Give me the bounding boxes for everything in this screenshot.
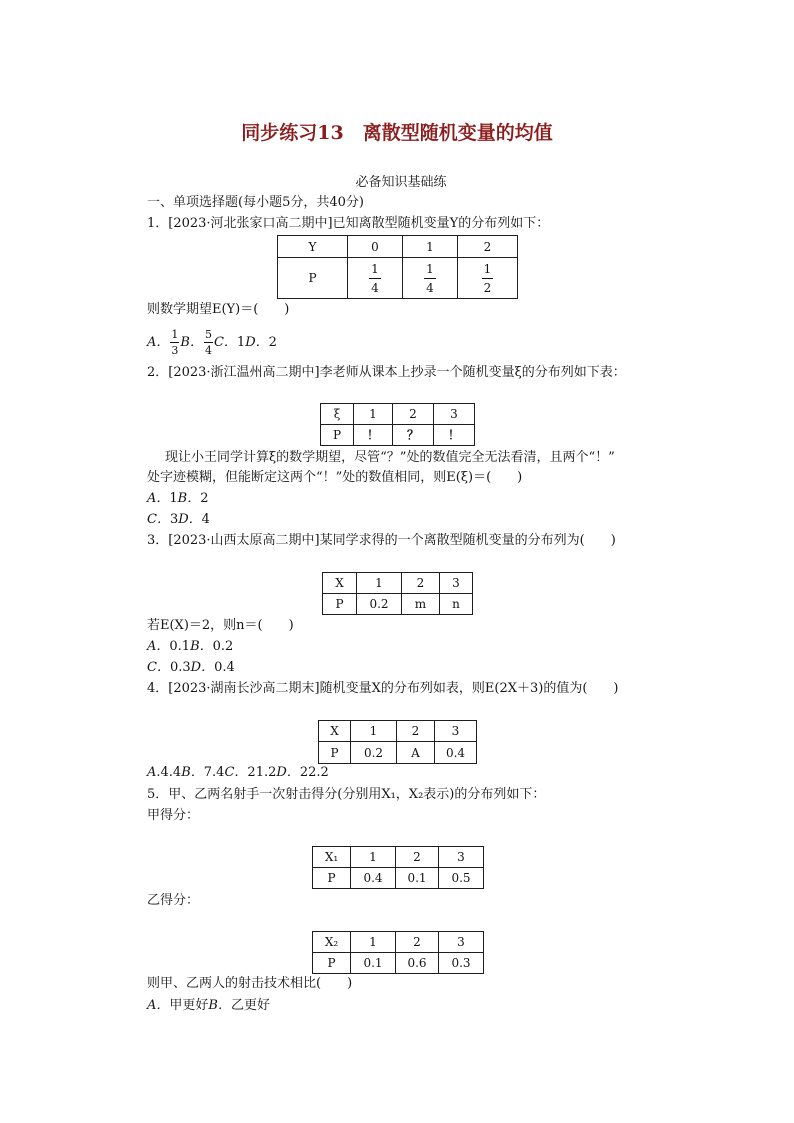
table-cell: ξ bbox=[321, 404, 354, 425]
option-value: 0.4 bbox=[214, 660, 235, 675]
fraction bbox=[170, 329, 179, 356]
table-cell: n bbox=[440, 594, 473, 615]
table-cell: 1 bbox=[351, 721, 397, 742]
q1-distribution-table bbox=[277, 235, 518, 299]
option-value: 0.2 bbox=[212, 639, 234, 654]
table-cell: A bbox=[397, 742, 435, 764]
q3-condition: 若E(X)＝2，则n＝( ) bbox=[147, 618, 294, 633]
option-value: 4 bbox=[201, 512, 210, 527]
q3-stem: 3．[2023·山西太原高二期中]某同学求得的一个离散型随机变量的分布列为( ) bbox=[147, 533, 616, 548]
denominator: 2 bbox=[483, 280, 492, 295]
q4-options bbox=[147, 765, 329, 781]
numerator: 1 bbox=[171, 328, 179, 341]
table-cell: P bbox=[319, 742, 351, 764]
table-cell: 1 bbox=[351, 932, 396, 953]
table-cell: P bbox=[321, 425, 354, 446]
numerator: 1 bbox=[369, 263, 381, 279]
numerator: 5 bbox=[204, 328, 212, 341]
table-cell: ？ bbox=[393, 425, 434, 446]
table-cell: 2 bbox=[402, 573, 440, 594]
table-cell: 2 bbox=[397, 721, 435, 742]
table-cell: 3 bbox=[439, 932, 484, 953]
q5-stem: 5．甲、乙两名射手一次射击得分(分别用X₁，X₂表示)的分布列如下： bbox=[147, 787, 546, 802]
option-b: B． $\frac{5}{4}$ bbox=[180, 328, 212, 357]
option-a: A.4.4 bbox=[147, 765, 182, 780]
table-cell: 3 bbox=[435, 721, 477, 742]
table-cell: 0.2 bbox=[357, 594, 402, 615]
q2-distribution-table bbox=[320, 403, 475, 446]
q5-jia-table bbox=[312, 846, 484, 889]
option-value: 0.3 bbox=[169, 660, 191, 675]
fraction bbox=[424, 263, 436, 294]
q5-options bbox=[147, 998, 270, 1014]
section-title: 必备知识基础练 bbox=[355, 175, 447, 190]
denominator: 4 bbox=[426, 280, 434, 295]
option-value: 1 bbox=[236, 335, 246, 350]
table-cell: 0.3 bbox=[439, 953, 484, 974]
table-cell: 0.5 bbox=[439, 868, 484, 889]
option-value: 21.2 bbox=[247, 765, 277, 780]
table-cell bbox=[348, 258, 403, 299]
option-c: C．1 bbox=[213, 335, 246, 350]
q5-yi-label: 乙得分： bbox=[147, 893, 200, 908]
q2-options-row2 bbox=[147, 512, 210, 528]
q4-distribution-table bbox=[318, 720, 477, 764]
option-a: A． $\frac{1}{3}$ bbox=[147, 328, 179, 357]
option-value: 1 bbox=[169, 491, 178, 506]
option-value: 乙更好 bbox=[230, 998, 270, 1013]
option-value: 0.1 bbox=[169, 639, 191, 654]
option-value: 7.4 bbox=[203, 765, 225, 780]
table-cell: 1 bbox=[403, 236, 458, 258]
table-cell: 2 bbox=[396, 932, 439, 953]
option-b: B．0.2 bbox=[190, 639, 234, 654]
table-cell: 3 bbox=[440, 573, 473, 594]
table-cell: P bbox=[313, 868, 351, 889]
option-c: C．3 bbox=[147, 512, 179, 527]
option-d: D．4 bbox=[178, 512, 210, 527]
option-b: B．乙更好 bbox=[208, 998, 270, 1013]
table-cell: 1 bbox=[357, 573, 402, 594]
option-value: 22.2 bbox=[299, 765, 329, 780]
option-value: 4.4 bbox=[160, 765, 182, 780]
option-d: D．2 bbox=[245, 335, 277, 350]
option-b: B．7.4 bbox=[181, 765, 225, 780]
option-a: A．0.1 bbox=[147, 639, 191, 654]
table-cell bbox=[458, 258, 518, 299]
numerator: 1 bbox=[482, 263, 494, 279]
q3-options-row1 bbox=[147, 639, 233, 655]
table-cell: ！ bbox=[354, 425, 393, 446]
table-cell: 0.1 bbox=[396, 868, 439, 889]
table-cell: P bbox=[278, 258, 348, 299]
q2-text-line1: 现让小王同学计算ξ的数学期望，尽管“？”处的数值完全无法看清，且两个“！” bbox=[165, 450, 615, 465]
table-cell: X bbox=[323, 573, 357, 594]
table-cell: 3 bbox=[434, 404, 475, 425]
fraction bbox=[204, 329, 213, 356]
fraction bbox=[482, 263, 494, 294]
page-title: 同步练习13 离散型随机变量的均值 bbox=[241, 122, 553, 144]
table-cell: ！ bbox=[434, 425, 475, 446]
table-cell: 0.2 bbox=[351, 742, 397, 764]
option-a: A．1 bbox=[147, 491, 178, 506]
q3-distribution-table bbox=[322, 572, 473, 615]
option-d: D．22.2 bbox=[276, 765, 329, 780]
denominator: 3 bbox=[171, 344, 179, 357]
q2-options-row1 bbox=[147, 491, 209, 507]
table-cell: P bbox=[323, 594, 357, 615]
table-cell: 1 bbox=[351, 847, 396, 868]
table-cell: X bbox=[319, 721, 351, 742]
table-cell: 0.1 bbox=[351, 953, 396, 974]
numerator: 1 bbox=[424, 263, 436, 279]
q3-options-row2 bbox=[147, 660, 235, 676]
option-a: A．甲更好 bbox=[147, 998, 209, 1013]
fraction bbox=[369, 263, 381, 294]
q1-options bbox=[147, 329, 277, 356]
option-c: C．21.2 bbox=[224, 765, 277, 780]
option-value: 2 bbox=[268, 335, 277, 350]
table-cell: 0.4 bbox=[351, 868, 396, 889]
table-cell: 0 bbox=[348, 236, 403, 258]
table-cell: Y bbox=[278, 236, 348, 258]
table-cell: X₁ bbox=[313, 847, 351, 868]
q2-stem: 2．[2023·浙江温州高二期中]李老师从课本上抄录一个随机变量ξ的分布列如下表： bbox=[147, 365, 626, 380]
table-cell: 2 bbox=[458, 236, 518, 258]
table-cell: 0.4 bbox=[435, 742, 477, 764]
q1-stem: 1．[2023·河北张家口高二期中]已知离散型随机变量Y的分布列如下： bbox=[147, 216, 550, 231]
denominator: 4 bbox=[204, 344, 212, 357]
option-value: 3 bbox=[169, 512, 179, 527]
table-cell bbox=[403, 258, 458, 299]
option-d: D．0.4 bbox=[190, 660, 235, 675]
q5-jia-label: 甲得分： bbox=[147, 808, 200, 823]
q4-stem: 4．[2023·湖南长沙高二期末]随机变量X的分布列如表，则E(2X＋3)的值为( ) bbox=[147, 681, 619, 696]
q1-prompt: 则数学期望E(Y)＝( ) bbox=[147, 302, 290, 317]
table-cell: 1 bbox=[354, 404, 393, 425]
table-cell: 0.6 bbox=[396, 953, 439, 974]
denominator: 4 bbox=[371, 280, 379, 295]
q5-yi-table bbox=[312, 931, 484, 974]
option-c: C．0.3 bbox=[147, 660, 191, 675]
option-b: B．2 bbox=[177, 491, 209, 506]
table-cell: P bbox=[313, 953, 351, 974]
part-heading: 一、单项选择题(每小题5分，共40分) bbox=[147, 195, 364, 210]
option-value: 甲更好 bbox=[169, 998, 209, 1013]
table-cell: m bbox=[402, 594, 440, 615]
option-value: 2 bbox=[200, 491, 209, 506]
table-cell: 3 bbox=[439, 847, 484, 868]
q2-text-line2: 处字迹模糊，但能断定这两个“！”处的数值相同，则E(ξ)＝( ) bbox=[147, 470, 523, 485]
table-cell: 2 bbox=[396, 847, 439, 868]
table-cell: 2 bbox=[393, 404, 434, 425]
table-cell: X₂ bbox=[313, 932, 351, 953]
q5-prompt: 则甲、乙两人的射击技术相比( ) bbox=[147, 976, 353, 991]
